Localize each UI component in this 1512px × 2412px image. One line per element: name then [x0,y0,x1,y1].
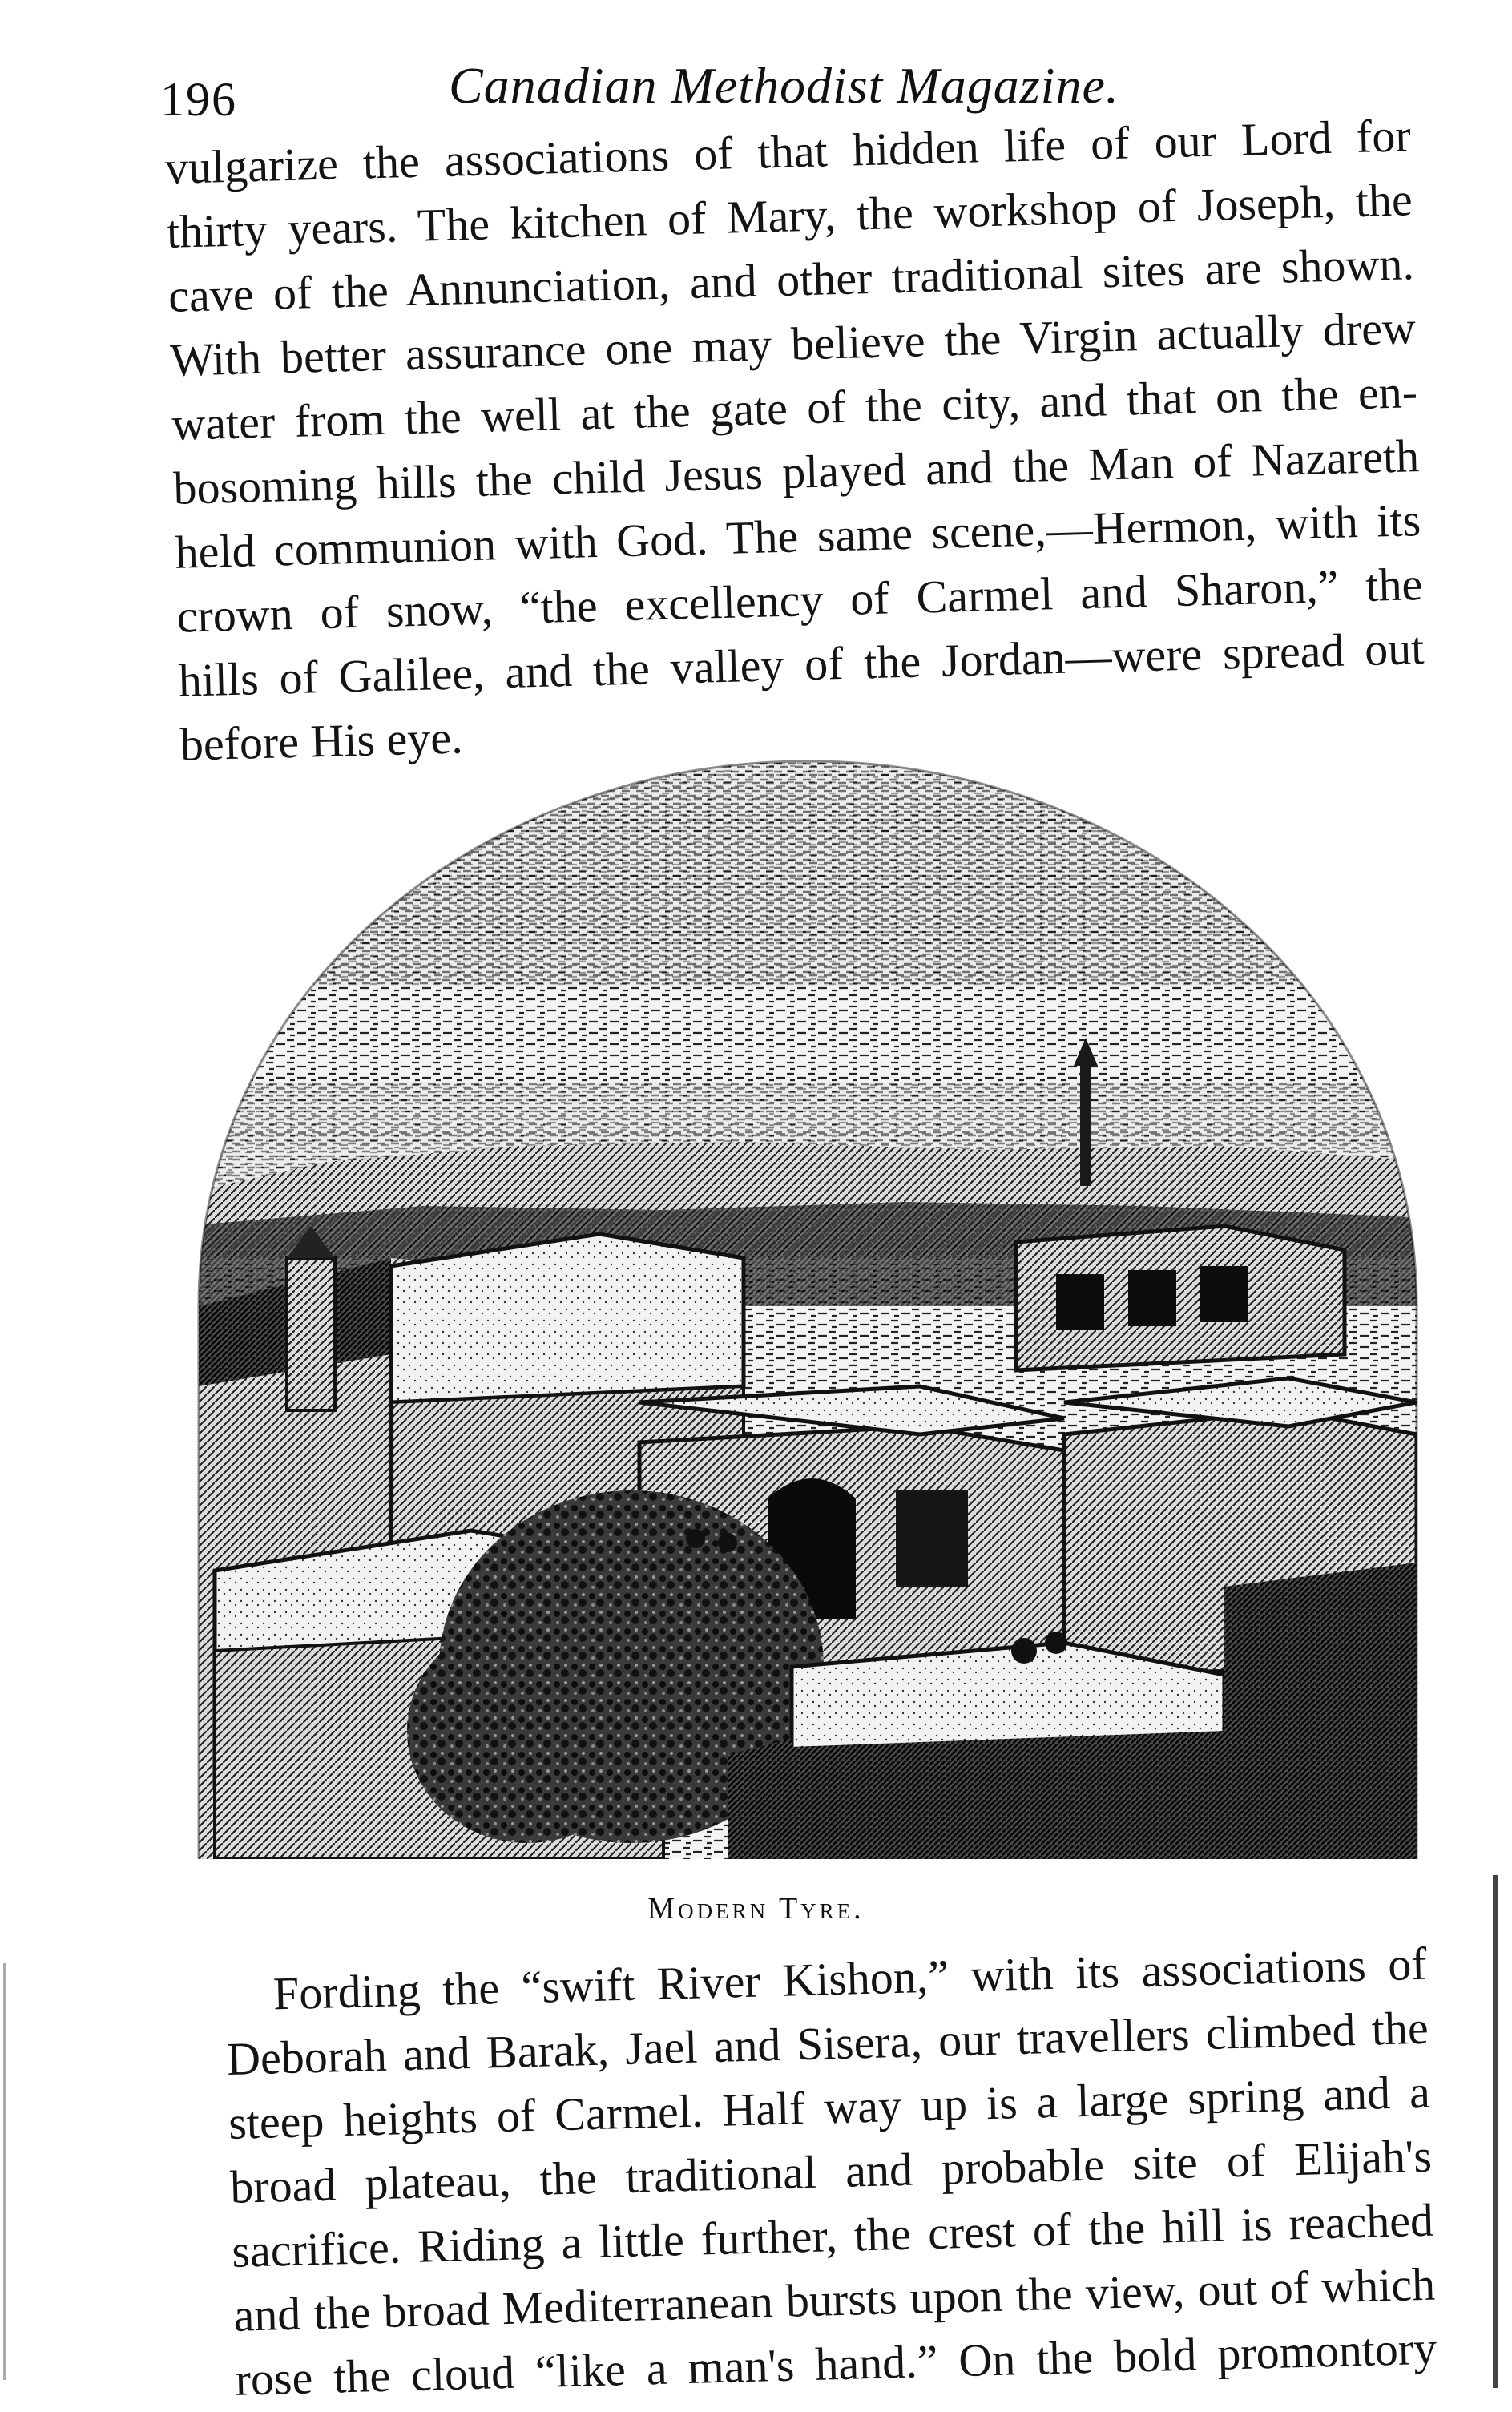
scan-edge-left [3,1963,6,2380]
text-line: water from the well at the gate of the city, and that on the en- [171,365,1418,450]
text-line: held communion with God. The same scene,—Hermon, with its [174,494,1421,579]
page-number: 196 [160,73,237,126]
text-line: cave of the Annunciation, and other traditional sites are shown. [167,237,1415,322]
text-line: broad plateau, the traditional and probable site of Elijah's [229,2129,1433,2213]
text-line: vulgarize the associations of that hidden life of our Lord for [164,109,1412,194]
text-line: before His eye. [179,711,464,771]
text-line: steep heights of Carmel. Half way up is a large spring and a [228,2065,1431,2149]
engraving-modern-tyre [183,745,1433,1867]
body-paragraph-2 [224,1932,1437,2412]
figure-caption: Modern Tyre. [647,1892,865,1926]
text-line: rose the cloud “like a man's hand.” On the bold promontory [234,2321,1437,2406]
text-line: and the broad Mediterranean bursts upon the view, out of which [232,2257,1436,2341]
text-line: Fording the “swift River Kishon,” with its associations of [272,1937,1428,2020]
text-line: Deborah and Barak, Jael and Sisera, our travellers climbed the [226,2001,1429,2085]
text-line: thirty years. The kitchen of Mary, the workshop of Joseph, the [166,173,1413,258]
text-line: hills of Galilee, and the valley of the Jordan—were spread out [177,622,1425,707]
text-line: bosoming hills the child Jesus played and the Man of Nazareth [172,430,1420,514]
text-line: With better assurance one may believe the Virgin actually drew [169,301,1417,386]
text-line: crown of snow, “the excellency of Carmel and Sharon,” the [175,558,1424,643]
body-paragraph-1 [164,103,1426,776]
scan-edge-right [1493,1875,1498,2388]
text-line: sacrifice. Riding a little further, the crest of the hill is reached [231,2193,1434,2277]
running-head: Canadian Methodist Magazine. [449,57,1119,114]
